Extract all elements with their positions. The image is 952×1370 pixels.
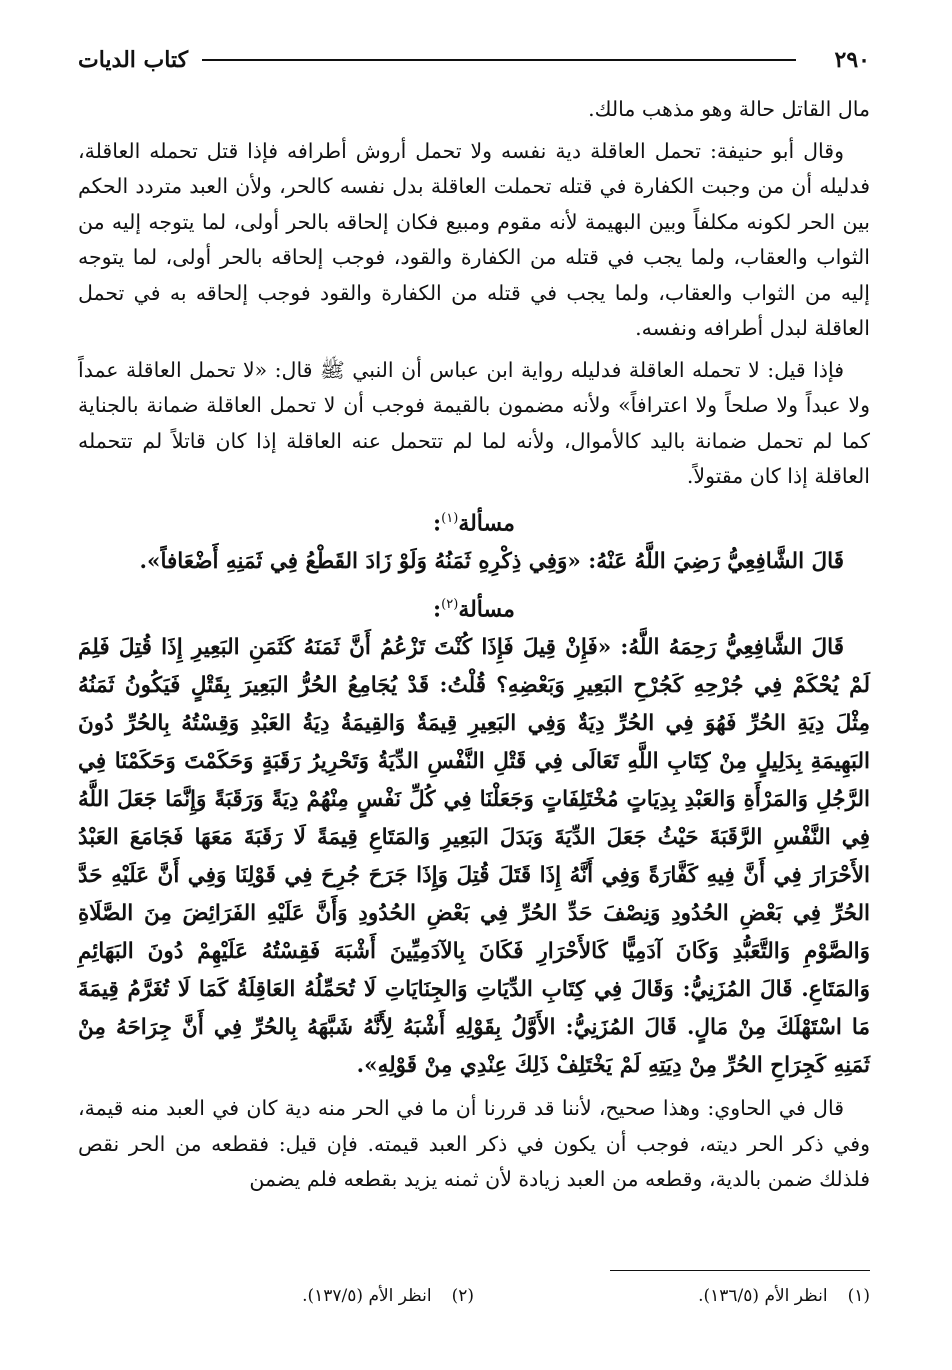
masala-heading-colon: : xyxy=(433,596,442,623)
footnote-ref-1[interactable]: (١) xyxy=(441,510,459,526)
page-body xyxy=(78,92,870,1204)
masala-heading-2 xyxy=(78,587,870,627)
footnote-number: (١) xyxy=(847,1286,870,1306)
footnote-rule xyxy=(610,1270,870,1271)
page-header xyxy=(78,40,870,80)
footnote-ref-2[interactable]: (٢) xyxy=(441,596,459,612)
book-page xyxy=(78,40,870,1340)
footnote-number: (٢) xyxy=(451,1286,474,1306)
footnotes xyxy=(78,1286,870,1306)
masala-heading-colon: : xyxy=(433,509,442,536)
masala-heading-1 xyxy=(78,501,870,541)
masala-heading-text: مسألة xyxy=(458,509,515,536)
masala-text-2: قَالَ الشَّافِعِيُّ رَحِمَهُ اللَّهُ: «فَإِنْ قِيلَ فَإِذَا كُنْتَ تَزْعُمُ أَنَّ ثَمَنَهُ كَثَمَنِ البَعِيرِ إِذَا قُتِلَ فَلِمَ لَمْ يُحْكَمْ فِي جُرْحِهِ كَجُرْحِ البَعِيرِ وَبَعْضِهِ؟ قُلْتُ: قَدْ يُجَامِعُ الحُرُّ البَعِيرَ بِقَتْلٍ فَيَكُونُ ثَمَنُهُ مِثْلَ دِيَةِ الحُرِّ فَهُوَ فِي الحُرِّ دِيَةٌ وَفِي البَعِيرِ قِيمَةٌ وَالقِيمَةُ دِيَةُ العَبْدِ وَقِسْتُهُ بِالحُرِّ دُونَ البَهِيمَةِ بِدَلِيلٍ مِنْ كِتَابِ اللَّهِ تَعَالَى فِي قَتْلِ النَّفْسِ الدِّيَةُ وَتَحْرِيرُ رَقَبَةٍ وَحَكَمْتَ وَحَكَمْنَا فِي الرَّجُلِ وَالمَرْأَةِ وَالعَبْدِ بِدِيَاتٍ مُخْتَلِفَاتٍ وَجَعَلْنَا فِي كُلِّ نَفْسٍ مِنْهُمْ دِيَةً وَرَقَبَةً وَإِنَّمَا جَعَلَ اللَّهُ فِي النَّفْسِ الرَّقَبَةَ حَيْثُ جَعَلَ الدِّيَةَ وَبَدَلَ البَعِيرِ وَالمَتَاعِ قِيمَةً لَا رَقَبَةَ مَعَهَا فَجَامَعَ العَبْدُ الأَحْرَارَ فِي أَنَّ فِيهِ كَفَّارَةً وَفِي أَنَّهُ إِذَا قَتَلَ قُتِلَ وَإِذَا جَرَحَ جُرِحَ فِي قَوْلِنَا وَفِي أَنَّ عَلَيْهِ حَدَّ الحُرِّ فِي بَعْضِ الحُدُودِ وَنِصْفَ حَدِّ الحُرِّ فِي بَعْضِ الحُدُودِ وَأَنَّ عَلَيْهِ الفَرَائِضَ مِنَ الصَّلَاةِ وَالصَّوْمِ وَالتَّعَبُّدِ وَكَانَ آدَمِيًّا كَالأَحْرَارِ فَكَانَ بِالآدَمِيِّينَ أَشْبَهَ فَقِسْتُهُ عَلَيْهِمْ دُونَ البَهَائِمِ وَالمَتَاعِ. قَالَ المُزَنِيُّ: وَقَالَ فِي كِتَابِ الدِّيَاتِ وَالجِنَايَاتِ لَا تُحَمِّلُهُ العَاقِلَةُ كَمَا لَا تُغَرَّمُ قِيمَةَ مَا اسْتَهْلَكَ مِنْ مَالٍ. قَالَ المُزَنِيُّ: الأَوَّلُ بِقَوْلِهِ أَشْبَهُ لِأَنَّهُ شَبَّهَهُ بِالحُرِّ فِي أَنَّ جِرَاحَهُ مِنْ ثَمَنِهِ كَجِرَاحِ الحُرِّ مِنْ دِيَتِهِ لَمْ يَخْتَلِفْ ذَلِكَ عِنْدِي مِنْ قَوْلِهِ». xyxy=(78,635,870,1079)
masala-heading-text: مسألة xyxy=(458,596,515,623)
masala-text-1: قَالَ الشَّافِعِيُّ رَضِيَ اللَّهُ عَنْهُ: «وَفِي ذِكْرِهِ ثَمَنُهُ وَلَوْ زَادَ القَطْعُ فِي ثَمَنِهِ أَضْعَافاً». xyxy=(139,548,844,574)
paragraph-counter-argument: فإذا قيل: لا تحمله العاقلة فدليله رواية ابن عباس أن النبي ﷺ قال: «لا تحمل العاقلة عمداً ولا عبداً ولا صلحاً ولا اعترافاً» ولأنه مضمون بالقيمة فوجب أن لا تحمل العاقلة ضمانة بالجناية كما لم تحمل ضمانة باليد كالأموال، ولأنه لما لم تتحمل عنه العاقلة إذا كان قاتلاً لم تتحمله العاقلة إذا كان مقتولاً. xyxy=(78,357,870,488)
footnote-1 xyxy=(474,1286,870,1306)
footnote-2 xyxy=(78,1286,474,1306)
paragraph-continuation: مال القاتل حالة وهو مذهب مالك. xyxy=(588,97,870,121)
commentary-paragraph: قال في الحاوي: وهذا صحيح، لأننا قد قررنا أن ما في الحر منه دية كان في العبد منه قيمة، وفي ذكر الحر ديته، فوجب أن يكون في ذكر العبد قيمته. فإن قيل: فقطعه من الحر نقص فلذلك ضمن بالدية، وقطعه من العبد زيادة لأن ثمنه يزيد بقطعه فلم يضمن xyxy=(78,1096,870,1192)
footnote-text: انظر الأم (١٣٧/٥). xyxy=(302,1286,432,1306)
book-title: كتاب الديات xyxy=(78,47,189,73)
paragraph-abu-hanifa: وقال أبو حنيفة: تحمل العاقلة دية نفسه ولا تحمل أروش أطرافه فإذا قتل تحمله العاقلة، فدليله أن من وجبت الكفارة في قتله تحملت العاقلة بدل نفسه كالحر، ولأن العبد متردد الحكم بين الحر لكونه مكلفاً وبين البهيمة لأنه مقوم ومبيع فكان إلحاقه بالحر أولى، لما يتوجه إليه من الثواب والعقاب، ولما يجب في قتله من الكفارة والقود، فوجب إلحاقه بالحر أولى، لما يتوجه إليه من الثواب والعقاب، ولما يجب في قتله من الكفارة والقود فوجب إلحاقه به في تحمل العاقلة لبدل أطرافه ونفسه. xyxy=(78,138,870,340)
header-rule xyxy=(202,59,796,61)
page-number: ٢٩٠ xyxy=(834,47,870,73)
footnote-text: انظر الأم (١٣٦/٥). xyxy=(698,1286,828,1306)
